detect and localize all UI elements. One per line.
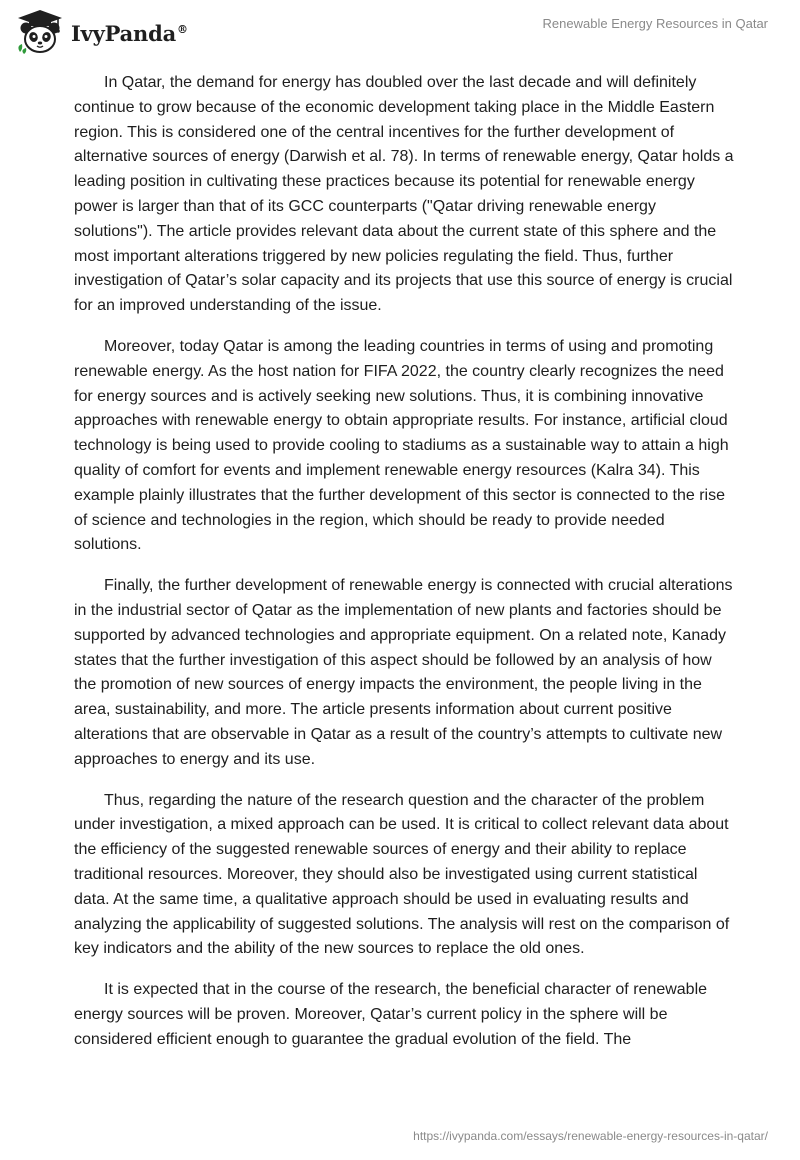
footer-source-url[interactable]: https://ivypanda.com/essays/renewable-energy-resources-in-qatar/ bbox=[413, 1129, 768, 1143]
paragraph-1: In Qatar, the demand for energy has doubled over the last decade and will definitely continue to grow because of the economic development taking place in the Middle Eastern region. This is considered one of the central incentives for the further development of alternative sources of energy (Darwish et al. 78). In terms of renewable energy, Qatar holds a leading position in cultivating these practices because its potential for renewable energy power is larger than that of its GCC counterparts ("Qatar driving renewable energy solutions"). The article provides relevant data about the current state of this sphere and the most important alterations triggered by new policies regulating the field. Thus, further investigation of Qatar’s solar capacity and its projects that use this source of energy is crucial for an improved understanding of the issue. bbox=[74, 74, 734, 315]
paragraph-4: Thus, regarding the nature of the research question and the character of the problem under investigation, a mixed approach can be used. It is critical to collect relevant data about the efficiency of the suggested renewable sources of energy and their ability to replace traditional resources. Moreover, they should also be investigated using current statistical data. At the same time, a qualitative approach should be used in evaluating results and analyzing the applicability of suggested solutions. The analysis will rest on the comparison of key indicators and the ability of the new sources to replace the old ones. bbox=[74, 791, 730, 958]
brand-name: IvyPanda® bbox=[71, 20, 188, 46]
essay-body bbox=[74, 71, 734, 1068]
panda-graduation-cap-icon bbox=[14, 8, 66, 56]
page-header bbox=[0, 0, 800, 66]
paragraph-3: Finally, the further development of renewable energy is connected with crucial alterations in the industrial sector of Qatar as the implementation of new plants and factories should be supported by advanced technologies and appropriate equipment. On a related note, Kanady states that the further investigation of this aspect should be followed by an analysis of how the promotion of new sources of energy impacts the environment, the people living in the area, sustainability, and more. The article presents information about current positive alterations that are observable in Qatar as a result of the country’s attempts to cultivate new approaches to energy and its use. bbox=[74, 577, 733, 768]
document-title: Renewable Energy Resources in Qatar bbox=[542, 16, 768, 31]
paragraph-5: It is expected that in the course of the research, the beneficial character of renewable energy sources will be proven. Moreover, Qatar’s current policy in the sphere will be considered efficient enough to guarantee the gradual evolution of the field. The bbox=[74, 981, 708, 1048]
registered-mark: ® bbox=[177, 22, 188, 36]
paragraph-2: Moreover, today Qatar is among the leading countries in terms of using and promoting renewable energy. As the host nation for FIFA 2022, the country clearly recognizes the need for energy sources and is actively seeking new solutions. Thus, it is combining innovative approaches with renewable energy to obtain appropriate results. For instance, artificial cloud technology is being used to provide cooling to stadiums as a sustainable way to attain a high quality of comfort for events and implement renewable energy resources (Kalra 34). This example plainly illustrates that the further development of this sector is connected to the rise of science and technologies in the region, which should be ready to provide needed solutions. bbox=[74, 337, 729, 554]
ivypanda-logo[interactable] bbox=[14, 8, 188, 56]
